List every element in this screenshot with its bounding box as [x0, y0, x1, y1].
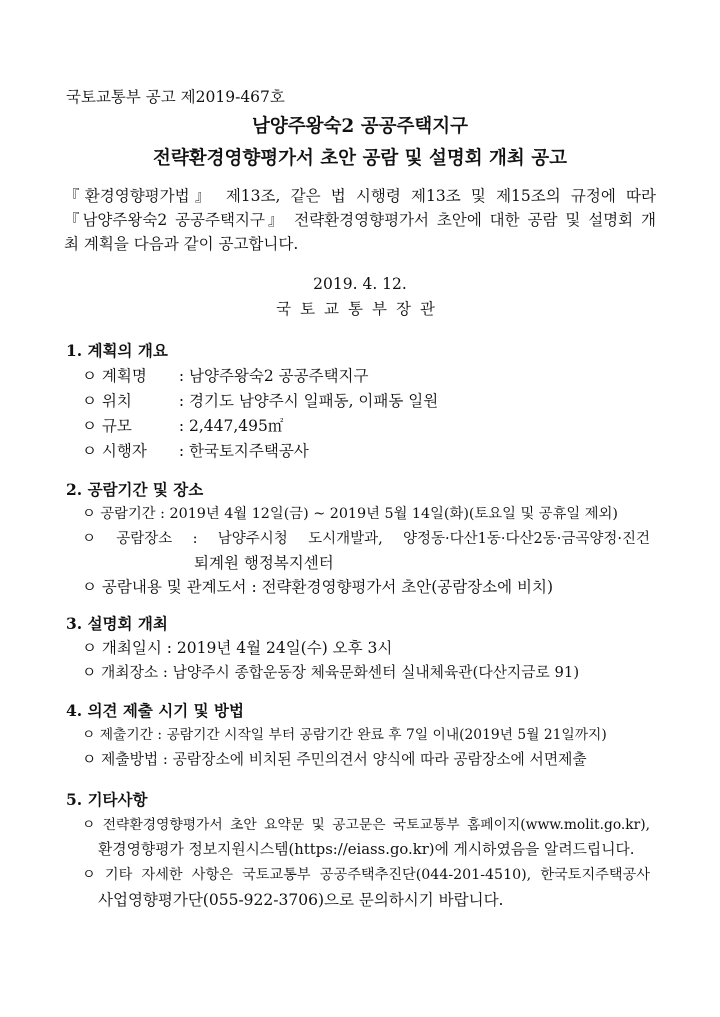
section-2-heading: 2. 공람기간 및 장소: [66, 480, 204, 499]
viewing-place-line-1: ㅇ 공람장소 : 남양주시청 도시개발과, 양정동·다산1동·다산2동·금곡양정·진건: [82, 531, 650, 547]
overview-label: 위치: [101, 392, 132, 410]
intro-line-2: 『남양주왕숙2 공공주택지구』 전략환경영향평가서 초안에 대한 공람 및 설명회 개: [64, 211, 656, 229]
intro-line-1: 『환경영향평가법』 제13조, 같은 법 시행령 제13조 및 제15조의 규정에 따라: [64, 187, 656, 205]
other-item-1-line-1: ㅇ 전략환경영향평가서 초안 요약문 및 공고문은 국토교통부 홈페이지(www.molit.go.kr),: [82, 817, 650, 833]
briefing-place: ㅇ 개최장소 : 남양주시 종합운동장 체육문화센터 실내체육관(다산지금로 91): [82, 664, 580, 681]
submission-method: ㅇ 제출방법 : 공람장소에 비치된 주민의견서 양식에 따라 공람장소에 서면제출: [82, 751, 587, 768]
issuer: 국토교통부장관: [276, 300, 444, 318]
section-1-heading: 1. 계획의 개요: [66, 341, 168, 360]
title-line-2: 전략환경영향평가서 초안 공람 및 설명회 개최 공고: [153, 148, 567, 169]
overview-label: 규모: [101, 417, 132, 435]
viewing-place-line-2: 퇴계원 행정복지센터: [194, 554, 334, 572]
section-5-heading: 5. 기타사항: [66, 790, 148, 809]
intro-line-3: 최 계획을 다음과 같이 공고합니다.: [64, 235, 299, 253]
section-4-heading: 4. 의견 제출 시기 및 방법: [66, 701, 244, 720]
other-item-2-line-1: ㅇ 기타 자세한 사항은 국토교통부 공공주택추진단(044-201-4510), 한국토지주택공사: [82, 867, 650, 883]
overview-value: : 2,447,495㎡: [178, 417, 284, 435]
overview-value: : 경기도 남양주시 일패동, 이패동 일원: [178, 392, 439, 410]
viewing-content: ㅇ 공람내용 및 관계도서 : 전략환경영향평가서 초안(공람장소에 비치): [82, 578, 554, 596]
overview-item-location: ㅇ 위치 : 경기도 남양주시 일패동, 이패동 일원: [82, 392, 439, 410]
notice-number: 국토교통부 공고 제2019-467호: [66, 88, 285, 106]
overview-label: 시행자: [101, 442, 147, 460]
section-3-heading: 3. 설명회 개최: [66, 614, 168, 633]
viewing-period: ㅇ 공람기간 : 2019년 4월 12일(금) ~ 2019년 5월 14일(화)(토요일 및 공휴일 제외): [82, 506, 618, 522]
overview-value: : 한국토지주택공사: [178, 442, 309, 460]
overview-label: 계획명: [101, 367, 147, 385]
overview-item-name: ㅇ 계획명 : 남양주왕숙2 공공주택지구: [82, 367, 369, 385]
notice-date: 2019. 4. 12.: [313, 275, 407, 293]
other-item-2-line-2: 사업영향평가단(055-922-3706)으로 문의하시기 바랍니다.: [98, 891, 504, 909]
overview-value: : 남양주왕숙2 공공주택지구: [178, 367, 369, 385]
overview-item-scale: ㅇ 규모 : 2,447,495㎡: [82, 417, 284, 435]
submission-period: ㅇ 제출기간 : 공람기간 시작일 부터 공람기간 완료 후 7일 이내(2019년 5월 21일까지): [82, 727, 607, 743]
overview-item-developer: ㅇ 시행자 : 한국토지주택공사: [82, 442, 309, 460]
title-line-1: 남양주왕숙2 공공주택지구: [252, 116, 468, 137]
briefing-datetime: ㅇ 개최일시 : 2019년 4월 24일(수) 오후 3시: [82, 639, 393, 657]
other-item-1-line-2: 환경영향평가 정보지원시스템(https://eiass.go.kr)에 게시하였음을 알려드립니다.: [98, 841, 635, 858]
